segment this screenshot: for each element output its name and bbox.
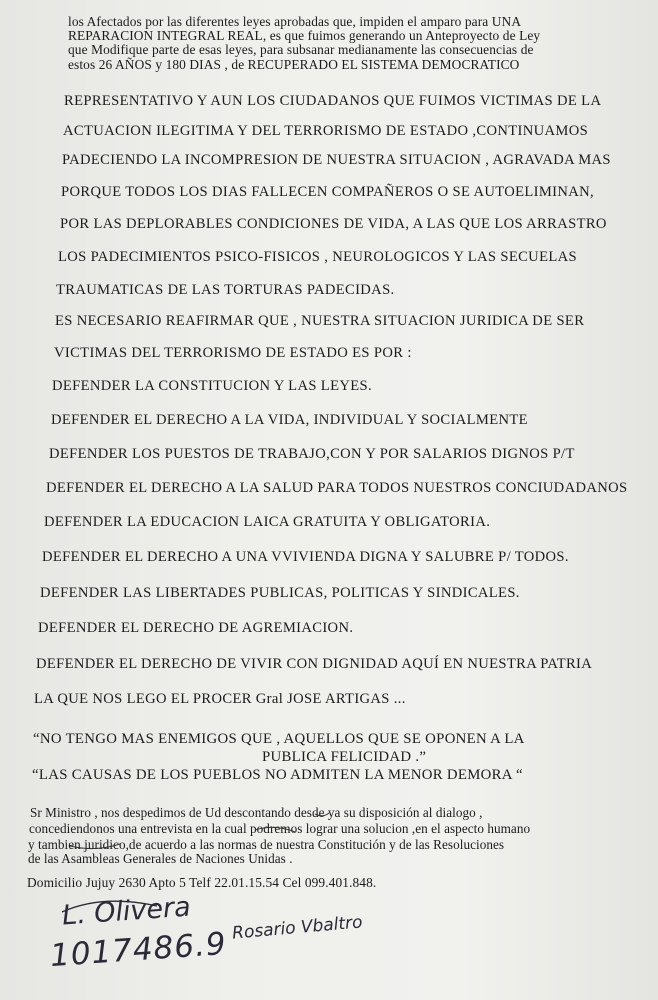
body-line: DEFENDER LAS LIBERTADES PUBLICAS, POLITICAS Y SINDICALES.	[40, 585, 520, 601]
body-line: DEFENDER LA CONSTITUCION Y LAS LEYES.	[52, 378, 372, 394]
closing-line: Sr Ministro , nos despedimos de Ud descontando desde ya su disposición al dialogo ,	[30, 805, 483, 820]
body-line: DEFENDER EL DERECHO A UNA VVIVIENDA DIGNA Y SALUBRE P/ TODOS.	[42, 549, 569, 565]
quote-line: “LAS CAUSAS DE LOS PUEBLOS NO ADMITEN LA MENOR DEMORA “	[32, 767, 523, 783]
body-line: VICTIMAS DEL TERRORISMO DE ESTADO ES POR :	[54, 345, 412, 361]
intro-line: que Modifique parte de esas leyes, para subsanar medianamente las consecuencias de	[68, 42, 534, 57]
signature-1-number: 1017486.9	[48, 925, 228, 975]
body-line: POR LAS DEPLORABLES CONDICIONES DE VIDA, A LAS QUE LOS ARRASTRO	[60, 216, 607, 232]
signature-2: Rosario Vbaltro	[231, 912, 364, 944]
signature-1: L. Olivera	[61, 891, 192, 932]
intro-line: REPARACION INTEGRAL REAL, es que fuimos generando un Anteproyecto de Ley	[68, 28, 541, 43]
body-line: TRAUMATICAS DE LAS TORTURAS PADECIDAS.	[56, 282, 395, 298]
intro-line: estos 26 AÑOS y 180 DIAS , de RECUPERADO EL SISTEMA DEMOCRATICO	[68, 57, 520, 72]
quote-line: PUBLICA FELICIDAD .”	[262, 749, 427, 765]
closing-line: y tambien juridico,de acuerdo a las normas de nuestra Constitución y de las Resoluciones	[28, 837, 505, 852]
body-line: DEFENDER LA EDUCACION LAICA GRATUITA Y OBLIGATORIA.	[44, 514, 491, 530]
quote-line: “NO TENGO MAS ENEMIGOS QUE , AQUELLOS QUE SE OPONEN A LA	[33, 731, 525, 747]
body-line: REPRESENTATIVO Y AUN LOS CIUDADANOS QUE FUIMOS VICTIMAS DE LA	[64, 93, 602, 109]
body-line: LOS PADECIMIENTOS PSICO-FISICOS , NEUROLOGICOS Y LAS SECUELAS	[58, 249, 577, 265]
body-line: DEFENDER EL DERECHO A LA SALUD PARA TODOS NUESTROS CONCIUDADANOS	[46, 480, 628, 496]
body-line: LA QUE NOS LEGO EL PROCER Gral JOSE ARTIGAS ...	[34, 691, 406, 707]
body-line: DEFENDER EL DERECHO DE AGREMIACION.	[38, 620, 354, 636]
closing-line: concediendonos una entrevista en la cual podremos lograr una solucion ,en el aspecto humano	[29, 821, 531, 836]
body-line: ES NECESARIO REAFIRMAR QUE , NUESTRA SITUACION JURIDICA DE SER	[55, 313, 585, 329]
body-line: PADECIENDO LA INCOMPRESION DE NUESTRA SITUACION , AGRAVADA MAS	[62, 152, 611, 168]
body-line: ACTUACION ILEGITIMA Y DEL TERRORISMO DE ESTADO ,CONTINUAMOS	[63, 123, 589, 139]
body-line: DEFENDER LOS PUESTOS DE TRABAJO,CON Y POR SALARIOS DIGNOS P/T	[49, 446, 575, 462]
closing-line: de las Asambleas Generales de Naciones Unidas .	[28, 851, 293, 866]
body-line: PORQUE TODOS LOS DIAS FALLECEN COMPAÑEROS O SE AUTOELIMINAN,	[61, 184, 595, 200]
address-line: Domicilio Jujuy 2630 Apto 5 Telf 22.01.15.54 Cel 099.401.848.	[27, 875, 377, 890]
intro-line: los Afectados por las diferentes leyes aprobadas que, impiden el amparo para UNA	[68, 14, 522, 29]
body-line: DEFENDER EL DERECHO A LA VIDA, INDIVIDUAL Y SOCIALMENTE	[51, 412, 528, 428]
body-line: DEFENDER EL DERECHO DE VIVIR CON DIGNIDAD AQUÍ EN NUESTRA PATRIA	[36, 656, 593, 672]
